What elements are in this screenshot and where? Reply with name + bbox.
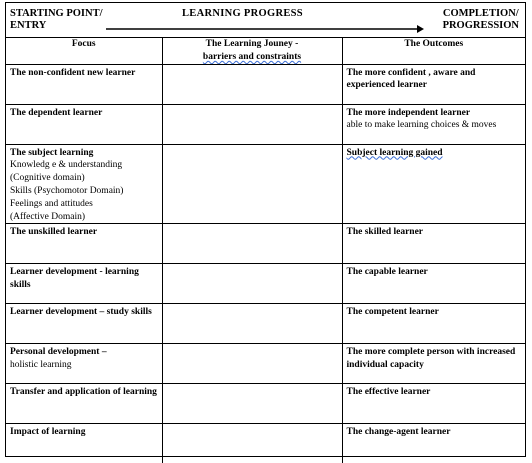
journey-header-line1: The Learning Jouney - [205,39,299,49]
starting-point-text: STARTING POINT/ [10,8,103,19]
table-row [6,304,525,344]
focus-bold-text: Personal development – [10,347,107,358]
focus-cell: The dependent learner [6,104,162,144]
learning-progress-label: LEARNING PROGRESS [182,8,303,19]
journey-header [162,37,342,64]
focus-detail-text: Feelings and attitudes [10,198,93,209]
journey-cell [162,104,342,144]
outcome-cell: The change-agent learner [342,424,525,463]
focus-cell [6,144,162,224]
entry-text: ENTRY [10,20,47,31]
learning-progress-table [5,2,526,457]
progression-text: PROGRESSION [442,20,519,31]
focus-cell [6,344,162,384]
table-row [6,104,525,144]
completion-label [443,8,519,32]
outcome-cell: The competent learner [342,304,525,344]
table-row [6,384,525,424]
focus-detail-text: Knowledg e & understanding [10,160,123,171]
focus-plain-text: holistic learning [10,360,72,371]
table-row [6,424,525,463]
journey-cell [162,424,342,463]
focus-cell: Transfer and application of learning [6,384,162,424]
journey-cell [162,224,342,264]
table-row [6,224,525,264]
focus-cell: The unskilled learner [6,224,162,264]
table-row [6,344,525,384]
starting-point-label [10,8,103,32]
focus-detail-text: (Affective Domain) [10,211,86,222]
focus-bold-text: The subject learning [10,147,94,158]
outcome-cell [342,104,525,144]
journey-cell [162,304,342,344]
journey-cell [162,264,342,304]
journey-cell [162,144,342,224]
table-row [6,64,525,104]
table-row [6,264,525,304]
journey-cell [162,344,342,384]
journey-header-line2: barriers and constraints [202,51,302,62]
focus-header: Focus [6,37,162,64]
focus-detail-text: Skills (Psychomotor Domain) [10,185,124,196]
header-row [6,37,525,64]
outcome-cell: The more complete person with increased individual capacity [342,344,525,384]
outcome-cell: The skilled learner [342,224,525,264]
outcome-cell: The capable learner [342,264,525,304]
progress-banner [6,3,525,38]
focus-cell: The non-confident new learner [6,64,162,104]
table-row [6,144,525,224]
learning-grid [6,37,525,463]
outcome-text: Subject learning gained [346,147,443,158]
journey-cell [162,64,342,104]
focus-detail-text: (Cognitive domain) [10,173,85,184]
outcomes-header: The Outcomes [404,39,464,49]
progress-arrow-icon [106,25,424,33]
outcome-cell: The more confident , aware and experienced learner [342,64,525,104]
focus-cell: Learner development – study skills [6,304,162,344]
outcome-cell [342,144,525,224]
focus-cell: Learner development - learning skills [6,264,162,304]
journey-cell [162,384,342,424]
focus-cell: Impact of learning [6,424,162,463]
outcome-cell: The effective learner [342,384,525,424]
completion-text: COMPLETION/ [442,8,519,19]
outcome-bold-text: The more independent learner [346,107,471,118]
outcome-plain-text: able to make learning choices & moves [346,120,497,131]
